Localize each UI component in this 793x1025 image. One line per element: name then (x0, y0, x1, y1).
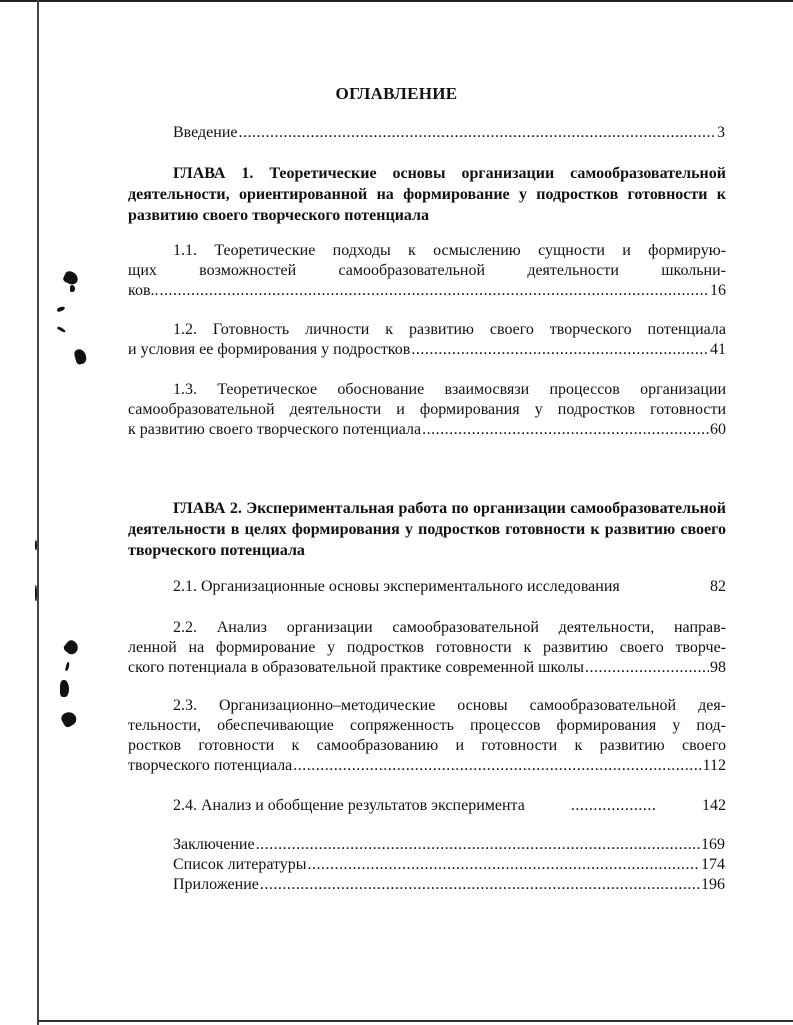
toc-entry-page: 60 (710, 421, 726, 438)
leader-dots (422, 420, 709, 440)
toc-entry-1-1 (128, 241, 726, 301)
scan-frame-top (0, 0, 793, 4)
leader-dots (239, 123, 717, 143)
scan-frame-bottom (37, 1020, 793, 1022)
page-title: ОГЛАВЛЕНИЕ (335, 84, 458, 103)
leader-dots (160, 281, 709, 301)
toc-entry-last-line (128, 420, 726, 440)
toc-entry-label: Список литературы (173, 856, 307, 873)
scan-speck (62, 638, 80, 656)
toc-entry-1-2 (128, 320, 726, 360)
toc-entry-text: ленной на формирование у подростков готовности к развитию своего творче- (128, 639, 726, 656)
toc-entry-appendix (173, 875, 725, 895)
toc-entry-last-line (128, 281, 726, 301)
toc-entry-page: 98 (710, 659, 726, 676)
toc-entry-label: 2.1. Организационные основы экспериментального исследования (173, 578, 620, 595)
toc-entry-page: 196 (701, 876, 725, 893)
scan-speck (65, 662, 70, 671)
leader-dots (308, 855, 700, 875)
scan-speck (62, 270, 80, 287)
leader-dots (585, 658, 709, 678)
chapter-1-heading: ГЛАВА 1. Теоретические основы организации самообразовательной деятельности, ориентированной на формирование у подростков готовности к развитию своего творческого потенциала (128, 165, 726, 224)
leader-dots (411, 340, 709, 360)
scan-speck (60, 680, 69, 697)
toc-entry-2-4 (128, 796, 726, 816)
toc-entry-bibliography (173, 855, 725, 875)
toc-entry-1-3 (128, 380, 726, 440)
toc-entry-label: к развитию своего творческого потенциала (128, 421, 422, 438)
toc-entry-label: ского потенциала в образовательной практике современной школы (128, 659, 584, 676)
scan-speck (35, 585, 37, 601)
toc-entry-page: 142 (702, 797, 726, 814)
toc-entry-2-2 (128, 618, 726, 678)
toc-entry-text: самообразовательной деятельности и формирования у подростков готовности (128, 401, 726, 418)
scan-speck (35, 540, 37, 550)
toc-entry-text: ростков готовности к самообразованию и готовности к развитию своего (128, 737, 726, 754)
leader-dots (526, 796, 656, 816)
leader-dots (293, 756, 701, 776)
scan-speck (57, 306, 66, 312)
toc-entry-page: 41 (710, 341, 726, 358)
leader-dots (256, 835, 700, 855)
toc-entry-page: 16 (710, 282, 726, 299)
toc-entry-label: и условия ее формирования у подростков (128, 341, 411, 358)
leader-dots (621, 577, 664, 597)
toc-entry-last-line (128, 796, 726, 816)
toc-entry-label: Заключение (173, 836, 255, 853)
scan-speck (70, 285, 75, 292)
toc-entry-2-1 (128, 577, 726, 597)
scan-speck (57, 326, 66, 333)
toc-entry-page: 112 (702, 757, 726, 774)
scan-speck (59, 709, 78, 728)
toc-entry-text: 1.1. Теоретические подходы к осмыслению сущности и формирую- (173, 242, 726, 259)
toc-entry-text: 2.3. Организационно–методические основы самообразовательной дея- (173, 697, 726, 714)
toc-entry-text: 2.2. Анализ организации самообразовательной деятельности, направ- (173, 619, 726, 636)
toc-entry-last-line (128, 756, 726, 776)
leader-dots (260, 875, 700, 895)
toc-entry-page: 3 (717, 124, 725, 141)
toc-entry-last-line (128, 340, 726, 360)
toc-entry-intro (173, 123, 725, 143)
toc-entry-last-line (128, 658, 726, 678)
scan-speck (73, 348, 88, 365)
toc-entry-label: 2.4. Анализ и обобщение результатов эксперимента (173, 797, 525, 814)
toc-entry-label: ков.. (128, 282, 159, 299)
toc-entry-page: 174 (701, 856, 725, 873)
toc-entry-2-3 (128, 696, 726, 776)
toc-entry-text: 1.3. Теоретическое обоснование взаимосвязи процессов организации (173, 381, 726, 398)
toc-entry-text: тельности, обеспечивающие сопряженность процессов формирования у под- (128, 717, 726, 734)
toc-entry-label: Приложение (173, 876, 259, 893)
toc-entry-label: творческого потенциала (128, 757, 293, 774)
toc-entry-page: 169 (701, 836, 725, 853)
toc-entry-text: 1.2. Готовность личности к развитию своего творческого потенциала (173, 321, 726, 338)
toc-entry-label: Введение (173, 124, 238, 141)
chapter-2-heading: ГЛАВА 2. Экспериментальная работа по организации самообразовательной деятельности в целях формирования у подростков готовности к развитию своего творческого потенциала (128, 500, 726, 559)
toc-entry-conclusion (173, 835, 725, 855)
toc-entry-text: щих возможностей самообразовательной деятельности школьни- (128, 262, 726, 279)
toc-entry-page: 82 (710, 578, 726, 595)
toc-entry-last-line (128, 577, 726, 597)
scan-frame-left (37, 0, 39, 1025)
